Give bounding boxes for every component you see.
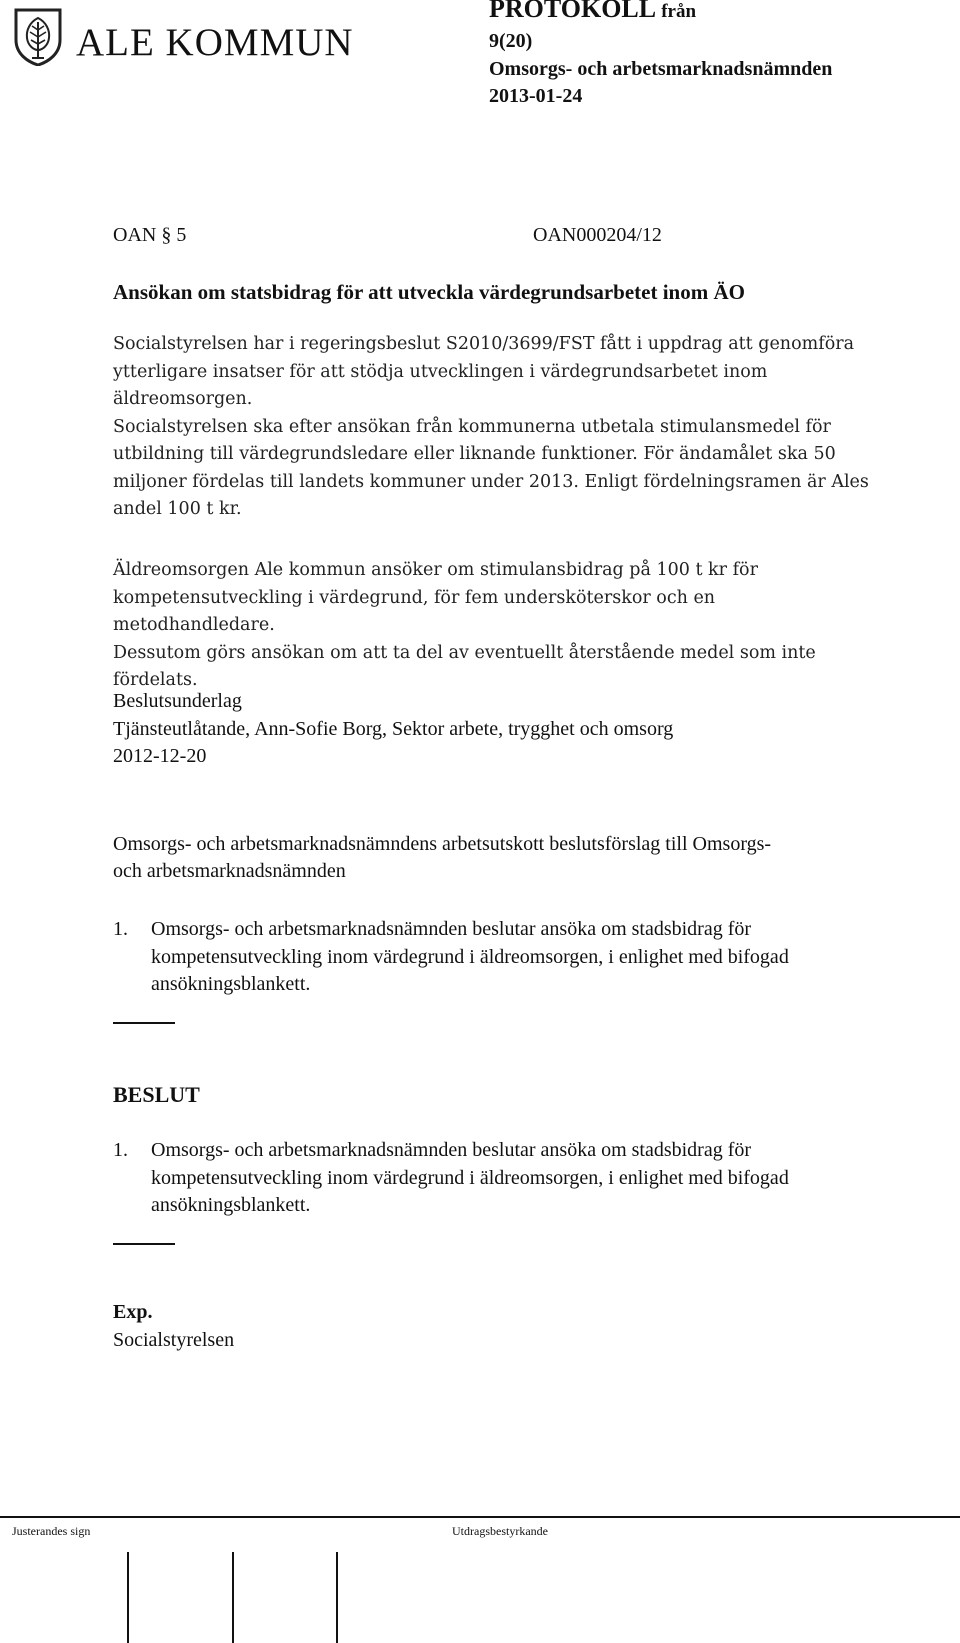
- item-line: ansökningsblankett.: [151, 1194, 311, 1216]
- paragraph-line: Socialstyrelsen har i regeringsbeslut S2010/3699/FST fått i uppdrag att genomföra: [113, 334, 855, 354]
- municipality-logo: [8, 6, 388, 72]
- committee-name: Omsorgs- och arbetsmarknadsnämnden: [489, 58, 833, 80]
- item-line: kompetensutveckling inom värdegrund i äldreomsorgen, i enlighet med bifogad: [151, 1166, 789, 1189]
- paragraph-line: Dessutom görs ansökan om att ta del av eventuellt återstående medel som inte: [113, 642, 816, 663]
- extract-label: Utdragsbestyrkande: [452, 1524, 548, 1538]
- decision-heading: BESLUT: [113, 1082, 200, 1107]
- item-line: ansökningsblankett.: [151, 973, 311, 995]
- signature-box-divider: [127, 1552, 129, 1643]
- item-line: Omsorgs- och arbetsmarknadsnämnden beslutar ansöka om stadsbidrag för: [151, 1139, 752, 1161]
- underlag-date: 2012-12-20: [113, 745, 207, 767]
- document-type: [489, 0, 696, 24]
- underlag-heading: Beslutsunderlag: [113, 690, 242, 712]
- paragraph-line: ytterligare insatser för att stödja utvecklingen i värdegrundsarbetet inom: [113, 361, 768, 382]
- paragraph-line: andel 100 t kr.: [113, 499, 242, 519]
- paragraph-line: utbildning till värdegrundsledare eller liknande funktioner. För ändamålet ska 50: [113, 444, 836, 464]
- item-number: 1.: [113, 918, 128, 940]
- meeting-date: 2013-01-24: [489, 85, 583, 107]
- page-number: 9(20): [489, 30, 533, 52]
- paragraph-line: kompetensutveckling i värdegrund, för fem undersköterskor och en metodhandledare.: [113, 587, 716, 635]
- application-paragraph: [113, 557, 873, 695]
- separator-rule: [113, 1022, 175, 1024]
- underlag-document: Tjänsteutlåtande, Ann-Sofie Borg, Sektor arbete, trygghet och omsorg: [113, 718, 674, 740]
- item-line: kompetensutveckling inom värdegrund i äldreomsorgen, i enlighet med bifogad: [151, 945, 789, 968]
- proposal-intro-line: Omsorgs- och arbetsmarknadsnämndens arbetsutskott beslutsförslag till Omsorgs-: [113, 833, 772, 855]
- sign-label: Justerandes sign: [12, 1524, 91, 1538]
- footer-rule: [0, 1516, 960, 1518]
- signature-box-divider: [232, 1552, 234, 1643]
- paragraph-line: Äldreomsorgen Ale kommun ansöker om stimulansbidrag på 100 t kr för: [113, 560, 758, 580]
- item-line: Omsorgs- och arbetsmarknadsnämnden beslutar ansöka om stadsbidrag för: [151, 918, 752, 940]
- document-type-suffix: från: [661, 1, 697, 22]
- proposal-item: [113, 916, 893, 999]
- signature-box-divider: [336, 1552, 338, 1643]
- logo-text: ALE KOMMUN: [76, 21, 354, 64]
- decision-item: [113, 1137, 893, 1220]
- section-number: OAN § 5: [113, 224, 187, 246]
- proposal-intro-line: och arbetsmarknadsnämnden: [113, 860, 346, 882]
- document-type-label: PROTOKOLL: [489, 0, 655, 23]
- background-paragraph: [113, 331, 873, 524]
- paragraph-line: äldreomsorgen.: [113, 389, 253, 409]
- separator-rule: [113, 1243, 175, 1245]
- expedition-recipient: Socialstyrelsen: [113, 1329, 235, 1351]
- tree-shield-icon: [8, 6, 68, 66]
- item-number: 1.: [113, 1139, 128, 1161]
- paragraph-line: fördelats.: [113, 670, 198, 690]
- case-title: Ansökan om statsbidrag för att utveckla värdegrundsarbetet inom ÄO: [113, 280, 745, 304]
- paragraph-line: Socialstyrelsen ska efter ansökan från kommunerna utbetala stimulansmedel för: [113, 416, 831, 437]
- paragraph-line: miljoner fördelas till landets kommuner under 2013. Enligt fördelningsramen är Ales: [113, 471, 869, 492]
- case-number: OAN000204/12: [533, 224, 662, 246]
- expedition-label: Exp.: [113, 1301, 153, 1323]
